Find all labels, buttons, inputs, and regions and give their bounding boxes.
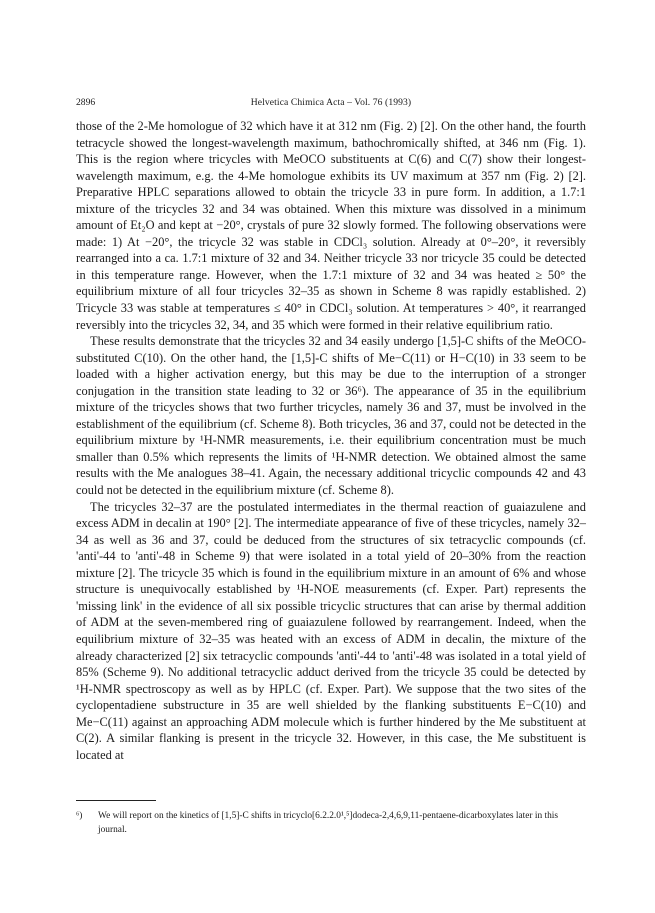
paragraph: The tricycles 32–37 are the postulated intermediates in the thermal reaction of guaiazulene and excess ADM in decalin at 190° [2]. The intermediate appearance of five of these tricycles, namely 32–34 as well as 36 and 37, could be deduced from the structures of six tetracyclic compounds (cf. 'anti'-44 to 'anti'-48 in Scheme 9) that were isolated in a total yield of 20–30% from the reaction mixture [2]. The tricycle 35 which is found in the equilibrium mixture in an amount of 6% and whose structure is unequivocally established by ¹H-NOE measurements (cf. Exper. Part) represents the 'missing link' in the evidence of all six possible tricyclic structures that can arise by thermal addition of ADM at the seven-membered ring of guaiazulene followed by rearrangement. Indeed, when the equilibrium mixture of 32–35 was heated with an excess of ADM in decalin, the mixture of the already characterized [2] six tetracyclic compounds 'anti'-44 to 'anti'-48 was isolated in a total yield of 85% (Scheme 9). No additional tetracyclic adduct derived from the tricycle 35 could be detected by ¹H-NMR spectroscopy as well as by HPLC (cf. Exper. Part). We suppose that the two sites of the cyclopentadiene substructure in 35 are well shielded by the flanking substituents E−C(10) and Me−C(11) against an approaching ADM molecule which is further hindered by the Me substituent at C(2). A similar flanking is present in the tricycle 32. However, in this case, the Me substituent is located at [76,499,586,762]
footnote-text: We will report on the kinetics of [1,5]-C shifts in tricyclo[6.2.2.0¹,⁵]dodeca-2,4,6,9,11-pentaene-dicarboxylates later in this journal. [98,811,559,835]
body-text [76,118,586,763]
footnote-divider [76,800,156,801]
page-header [76,97,586,111]
footnote-mark: ⁶) [76,811,83,821]
running-head: Helvetica Chimica Acta – Vol. 76 (1993) [250,97,412,108]
page-number: 2896 [76,97,96,108]
paragraph: These results demonstrate that the tricycles 32 and 34 easily undergo [1,5]-C shifts of the MeOCO-substituted C(10). On the other hand, the [1,5]-C shifts of Me−C(11) or H−C(10) in 33 seem to be loaded with a higher activation energy, but this may be due to the interruption of a stronger conjugation in the transition state leading to 32 or 36⁶). The appearance of 35 in the equilibrium mixture of the tricycles shows that two further tricycles, namely 36 and 37, must be involved in the establishment of the equilibrium (cf. Scheme 8). Both tricycles, 36 and 37, could not be detected in the equilibrium mixture by ¹H-NMR measurements, i.e. their equilibrium concentration must be much smaller than 0.5% which represents the limits of ¹H-NMR detection. We obtained almost the same results with the Me analogues 38–41. Again, the necessary additional tricyclic compounds 42 and 43 could not be detected in the equilibrium mixture (cf. Scheme 8). [76,334,586,498]
paragraph: those of the 2-Me homologue of 32 which have it at 312 nm (Fig. 2) [2]. On the other hand, the fourth tetracycle showed the longest-wavelength maximum, bathochromically shifted, at 346 nm (Fig. 1). This is the region where tricycles with MeOCO substituents at C(6) and C(7) show their longest-wavelength maximum, e.g. the 4-Me homologue exhibits its UV maximum at 357 nm (Fig. 2) [2]. Preparative HPLC separations allowed to obtain the tricycle 33 in pure form. In addition, a 1.7:1 mixture of the tricycles 32 and 34 was obtained. When this mixture was dissolved in a minimum amount of Et₂O and kept at −20°, crystals of pure 32 slowly formed. The following observations were made: 1) At −20°, the tricycle 32 was stable in CDCl₃ solution. Already at 0°–20°, it reversibly rearranged into a ca. 1.7:1 mixture of 32 and 34. Neither tricycle 33 nor tricycle 35 could be detected in this temperature range. However, when the 1.7:1 mixture of 32 and 34 was heated ≥ 50° the equilibrium mixture of all four tricycles 32–35 as shown in Scheme 8 was rapidly established. 2) Tricycle 33 was stable at temperatures ≤ 40° in CDCl₃ solution. At temperatures > 40°, it rearranged reversibly into the tricycles 32, 34, and 35 which were formed in their relative equilibrium ratio. [76,119,586,332]
footnote [76,810,586,837]
